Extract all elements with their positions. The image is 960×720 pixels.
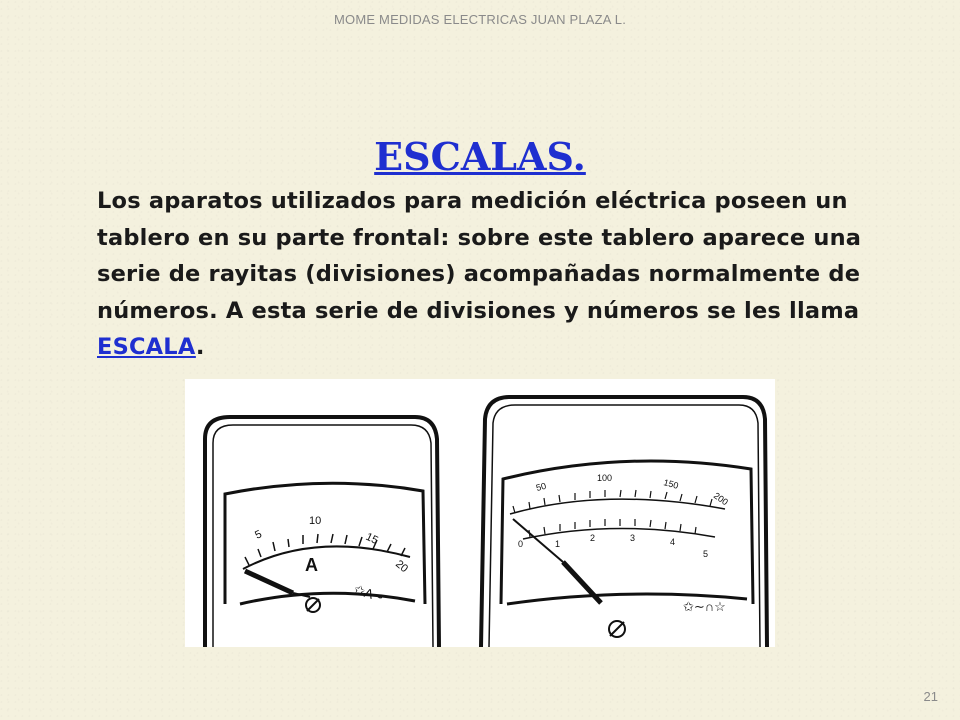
left-scale-label-10: 10	[309, 515, 322, 527]
title-link[interactable]: ESCALAS.	[374, 134, 586, 179]
left-meter	[205, 417, 439, 647]
right-lower-label-2: 2	[590, 533, 596, 543]
left-scale-label-20: 20	[393, 558, 411, 576]
right-meter-symbols: ✩∼∩☆	[683, 599, 726, 614]
right-lower-label-0: 0	[518, 539, 524, 549]
body-text: Los aparatos utilizados para medición eléctrica poseen un tablero en su parte frontal: sobre este tablero aparece una serie de rayitas (divisiones) acompañadas normalmente de números. A esta serie de divisiones y números se les llama	[97, 188, 862, 324]
body-text-end: .	[195, 334, 205, 360]
left-meter-symbols: ✩A∼	[352, 581, 386, 606]
escala-link[interactable]: ESCALA	[97, 334, 196, 360]
right-upper-label-50: 50	[534, 480, 548, 493]
right-lower-label-4: 4	[670, 537, 676, 547]
body-paragraph	[97, 183, 887, 366]
left-scale-label-5: 5	[253, 528, 264, 542]
right-upper-label-100: 100	[597, 473, 613, 483]
right-lower-label-5: 5	[703, 549, 709, 559]
meter-scales-figure	[185, 379, 775, 647]
right-upper-label-200: 200	[711, 490, 730, 508]
slide-header: MOME MEDIDAS ELECTRICAS JUAN PLAZA L.	[333, 12, 627, 27]
right-lower-label-3: 3	[630, 533, 636, 543]
right-upper-label-150: 150	[662, 477, 680, 491]
page-number: 21	[923, 689, 938, 704]
left-unit-symbol: A	[305, 555, 318, 575]
right-lower-label-1: 1	[555, 539, 561, 549]
slide-title	[0, 134, 960, 179]
left-scale-label-15: 15	[363, 530, 380, 547]
